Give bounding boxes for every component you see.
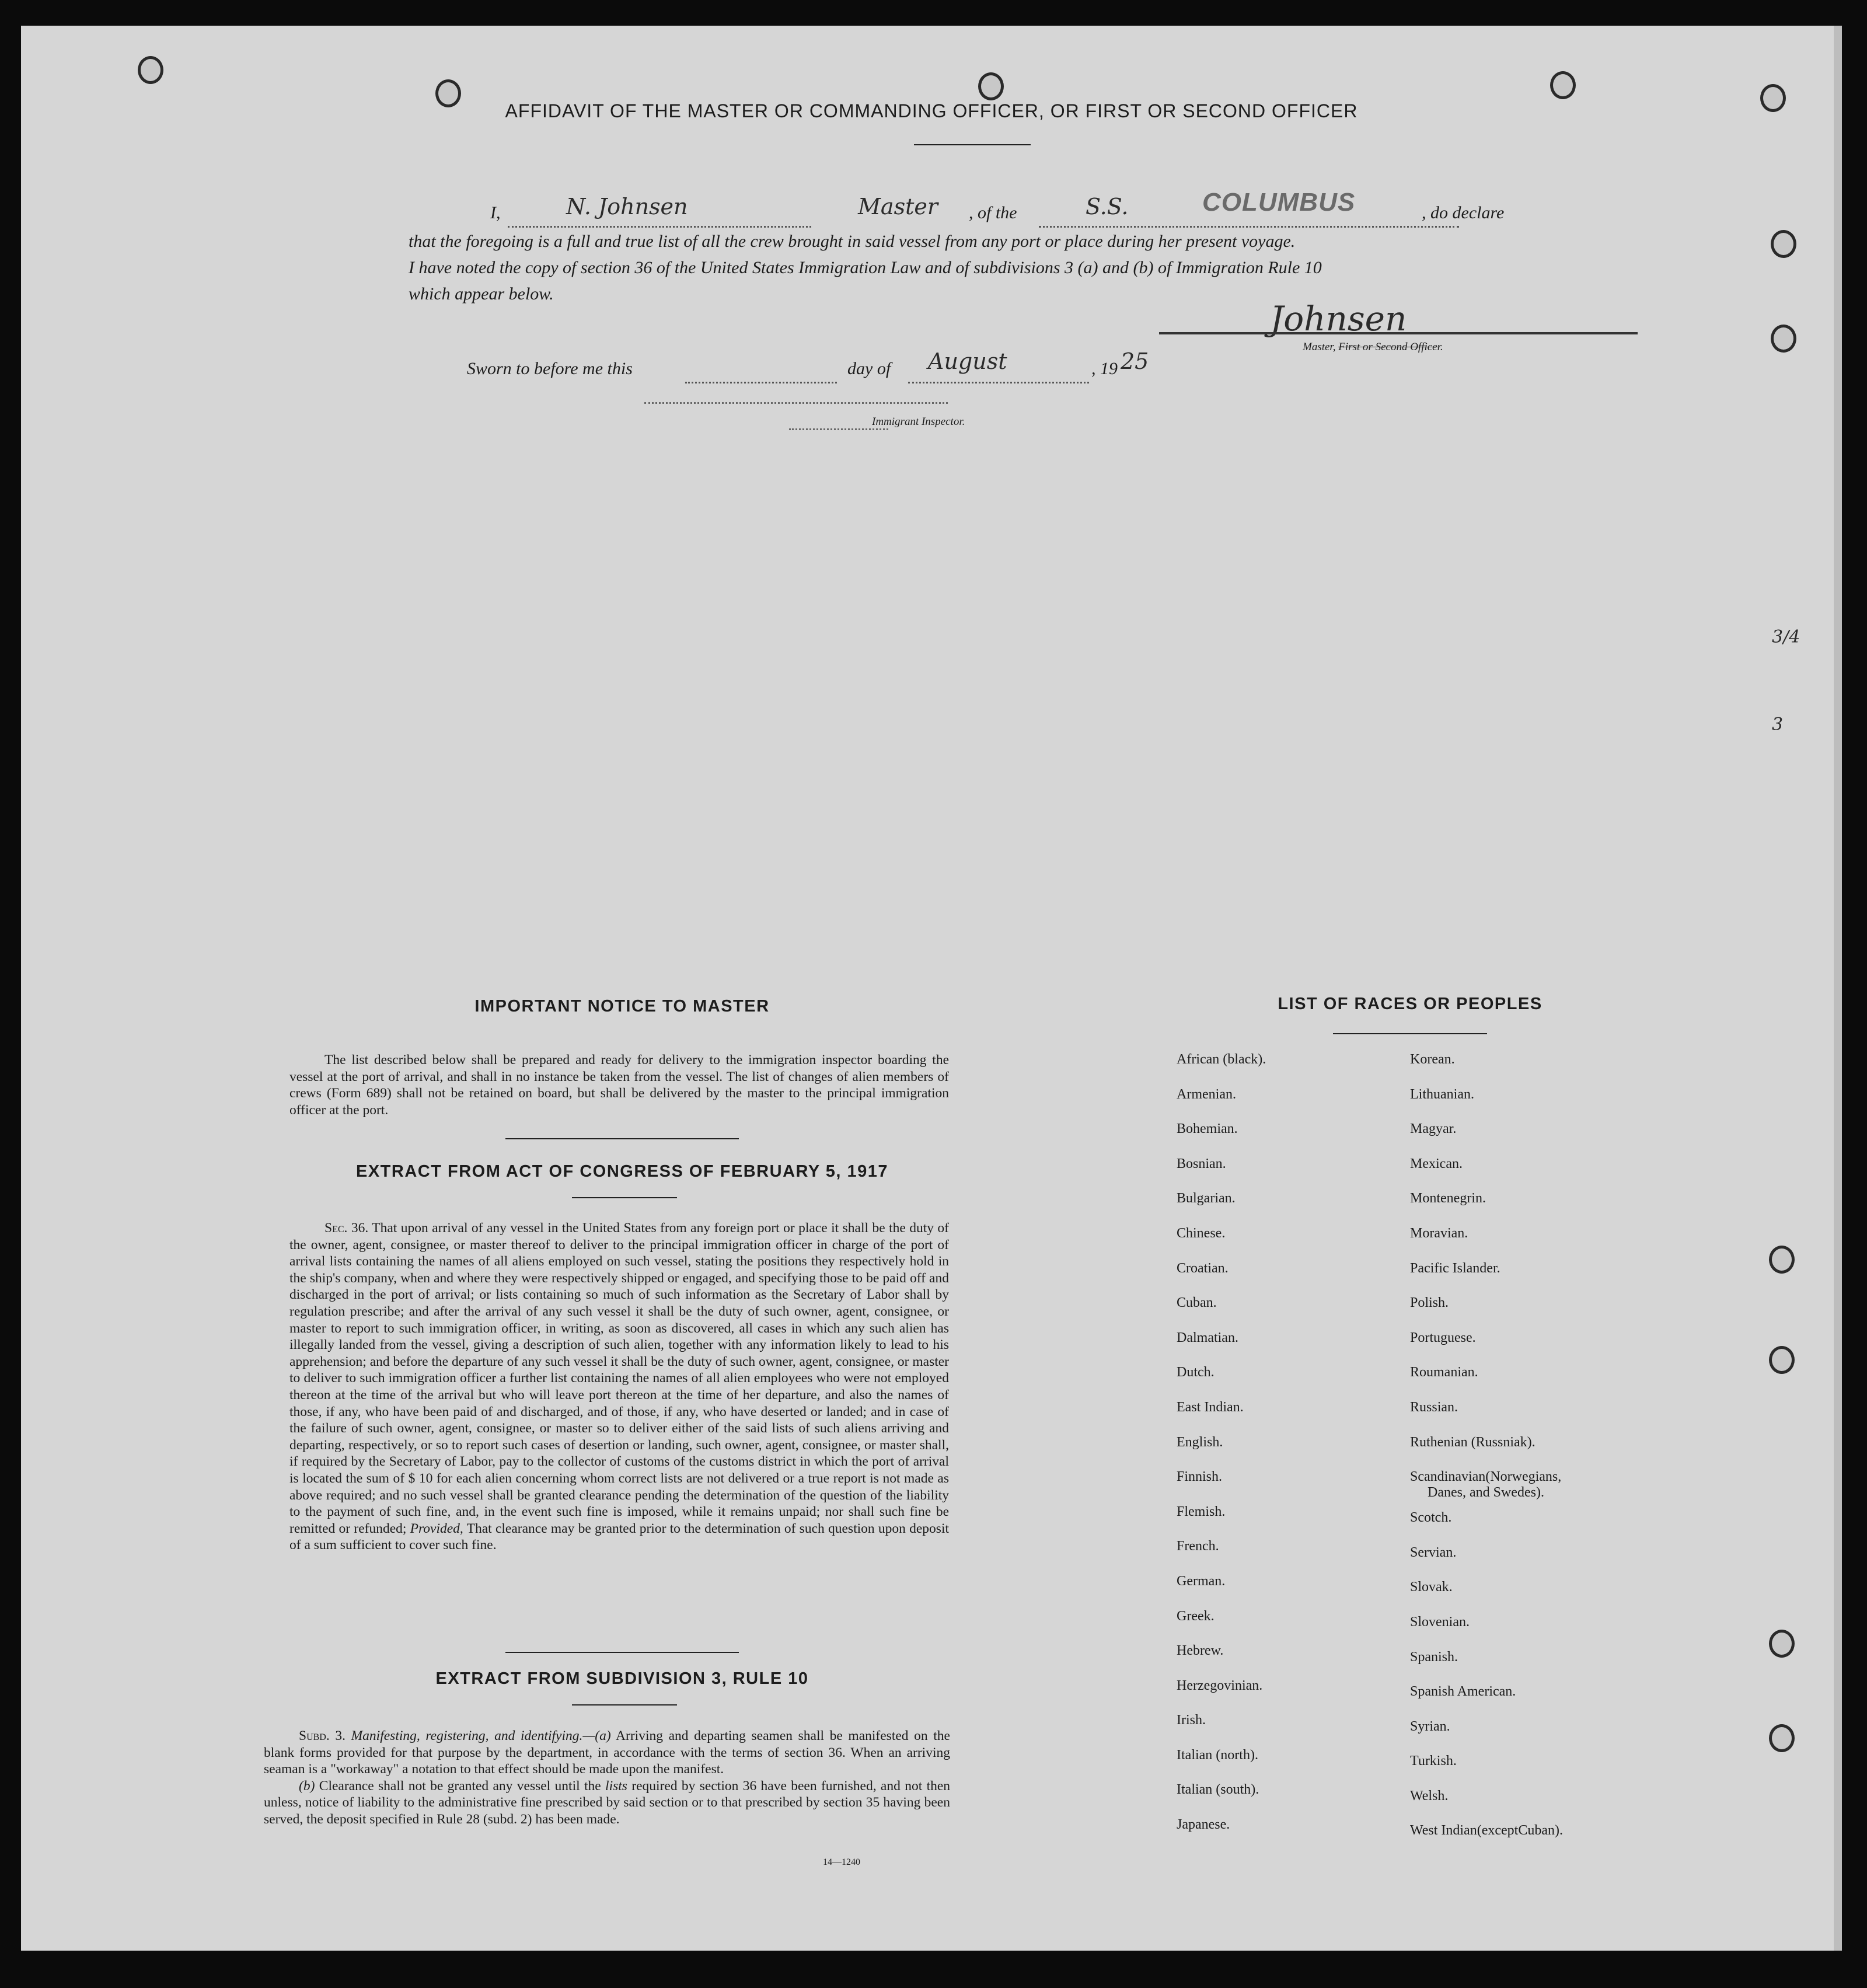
race-item: Italian (south).: [1177, 1782, 1259, 1798]
race-item: Flemish.: [1177, 1504, 1226, 1519]
inspector-caption: Immigrant Inspector.: [872, 416, 965, 428]
declaration-line-2: that the foregoing is a full and true list of all the crew brought in said vessel from any port or place during her present voyage.: [409, 232, 1296, 251]
race-item: Herzegovinian.: [1177, 1677, 1263, 1693]
race-item: Armenian.: [1177, 1086, 1236, 1102]
race-item: Hebrew.: [1177, 1643, 1224, 1659]
punch-hole-icon: [978, 72, 1004, 100]
races-column-1: [1177, 1052, 1266, 1852]
race-item: Montenegrin.: [1410, 1191, 1486, 1206]
race-item: Bosnian.: [1177, 1156, 1226, 1171]
race-item: Croatian.: [1177, 1260, 1229, 1276]
race-item: Scotch.: [1410, 1510, 1452, 1526]
race-item: Polish.: [1410, 1295, 1449, 1311]
form-number: 14—1240: [823, 1857, 860, 1867]
signature-caption: Master, First or Second Officer.: [1303, 341, 1443, 353]
rule-subdivision-3: Subd. 3. Manifesting, registering, and identifying.—(a) Arriving and departing seamen shall be manifested on the blank forms provided for that purpose by the department, in accordance with the terms of section 36. When an arriving seaman is a "workaway" a notation to that effect should be made upon the manifest. (b) Clearance shall not be granted any vessel until the lists required by section 36 have been furnished, and not then unless, notice of liability to the administrative fine prescribed by said section or to that prescribed by section 35 having been served, the deposit specified in Rule 28 (subd. 2) has been made.: [264, 1728, 951, 1827]
race-item: Spanish American.: [1410, 1684, 1516, 1700]
race-item: Spanish.: [1410, 1649, 1458, 1665]
inspector-signature-line: [644, 402, 948, 404]
punch-hole-icon: [138, 56, 163, 84]
punch-hole-icon: [1550, 71, 1576, 99]
race-item: Turkish.: [1410, 1753, 1457, 1769]
race-item: Ruthenian (Russniak).: [1410, 1434, 1536, 1450]
race-item: Finnish.: [1177, 1469, 1223, 1485]
day-of-label: day of: [847, 359, 891, 378]
race-item: Dutch.: [1177, 1365, 1215, 1380]
section-rule: [505, 1138, 739, 1139]
vessel-name-stamp: COLUMBUS: [1202, 188, 1356, 217]
race-item: Scandinavian(Norwegians, Danes, and Swedes).: [1410, 1469, 1562, 1501]
vessel-prefix-handwritten: S.S.: [1086, 194, 1129, 219]
race-item: Welsh.: [1410, 1788, 1449, 1804]
race-item: West Indian(exceptCuban).: [1410, 1823, 1563, 1839]
race-item: African (black).: [1177, 1052, 1266, 1067]
races-heading: LIST OF RACES OR PEOPLES: [1278, 995, 1543, 1013]
punch-hole-icon: [1769, 1346, 1795, 1374]
month-handwritten: August: [928, 348, 1007, 374]
race-item: Chinese.: [1177, 1225, 1226, 1241]
name-handwritten: N. Johnsen: [566, 194, 688, 219]
race-item: French.: [1177, 1539, 1219, 1554]
sworn-label: Sworn to before me this: [467, 359, 633, 378]
act-section-36: Sec. 36. That upon arrival of any vessel in the United States from any foreign port or place it shall be the duty of the owner, agent, consignee, or master thereof to deliver to the principal immigration officer in charge of the port of arrival lists containing the names of all aliens employed on such vessel, stating the positions they respectively hold in the ship's company, when and where they were respectively shipped or engaged, and specifying those to be paid off and discharged in the port of arrival; or lists containing so much of such information as the Secretary of Labor shall by regulation prescribe; and after the arrival of any such vessel it shall be the duty of such owner, agent, consignee, or master to report to such immigration officer, in writing, as soon as discovered, all cases in which any such alien has illegally landed from the vessel, giving a description of such alien, together with any information likely to lead to his apprehension; and before the departure of any such vessel it shall be the duty of such owner, agent, consignee, or master to deliver to such immigration officer a further list containing the names of all alien employees who were not employed thereon at the time of the arrival but who will leave port thereon at the time of her departure, and also the names of those, if any, who have been paid of and discharged, and of those, if any, who have deserted or landed; and in case of the failure of such owner, agent, consignee, or master so to deliver either of the said lists of such aliens arriving and departing, respectively, or so to report such cases of desertion or landing, such owner, agent, consignee, or master shall, if required by the Secretary of Labor, pay to the collector of customs of the customs district in which the port of arrival is located the sum of $ 10 for each alien concerning whom correct lists are not delivered or a true report is not made as above required; and no such vessel shall be granted clearance pending the determination of the question of the liability to the payment of such fine, and, in the event such fine is imposed, while it remains unpaid; nor shall such fine be remitted or refunded; Provided, That clearance may be granted prior to the determination of such question upon deposit of a sum sufficient to cover such fine.: [289, 1220, 950, 1553]
race-item: Syrian.: [1410, 1718, 1450, 1734]
race-item: Cuban.: [1177, 1295, 1217, 1311]
declaration-line-4: which appear below.: [409, 284, 554, 304]
race-item: Magyar.: [1410, 1121, 1457, 1137]
rank-handwritten: Master: [858, 194, 938, 219]
race-item: German.: [1177, 1573, 1226, 1589]
race-item: Moravian.: [1410, 1225, 1468, 1241]
margin-mark: 3/4: [1772, 627, 1800, 647]
race-item: Korean.: [1410, 1052, 1455, 1067]
act-heading: EXTRACT FROM ACT OF CONGRESS OF FEBRUARY 5, 1917: [355, 1162, 889, 1181]
races-heading-rule: [1333, 1033, 1487, 1034]
race-item: Bohemian.: [1177, 1121, 1238, 1137]
race-item: Japanese.: [1177, 1817, 1230, 1833]
race-item: Russian.: [1410, 1399, 1458, 1415]
race-item: Greek.: [1177, 1608, 1215, 1624]
race-item: Mexican.: [1410, 1156, 1463, 1171]
race-item: Irish.: [1177, 1713, 1206, 1728]
declaration-line-3: I have noted the copy of section 36 of the United States Immigration Law and of subdivisions 3 (a) and (b) of Immigration Rule 10: [409, 258, 1322, 277]
race-item: Italian (north).: [1177, 1747, 1258, 1763]
race-item: East Indian.: [1177, 1399, 1244, 1415]
year-printed: , 19: [1091, 359, 1118, 378]
punch-hole-icon: [1769, 1724, 1795, 1752]
punch-hole-icon: [1771, 325, 1796, 353]
inspector-dotted-lead: [789, 428, 888, 430]
race-item: Bulgarian.: [1177, 1191, 1236, 1206]
master-signature: Johnsen: [1270, 299, 1407, 339]
document-page: [21, 26, 1842, 1951]
notice-text: The list described below shall be prepared and ready for delivery to the immigration inspector boarding the vessel at the port of arrival, and shall in no instance be taken from the vessel. The list of changes of alien members of crews (Form 689) shall not be retained on board, but shall be delivered by the master to the principal immigration officer at the port.: [289, 1052, 949, 1118]
year-handwritten: 25: [1121, 348, 1149, 374]
section-rule: [505, 1652, 739, 1653]
race-item: Lithuanian.: [1410, 1086, 1474, 1102]
punch-hole-icon: [1769, 1630, 1795, 1658]
page-edge: [1834, 26, 1842, 1951]
notice-heading: IMPORTANT NOTICE TO MASTER: [474, 997, 770, 1016]
title-rule: [914, 144, 1031, 145]
race-item: Slovak.: [1410, 1579, 1453, 1595]
rule-heading-rule: [572, 1704, 677, 1706]
race-item: Portuguese.: [1410, 1330, 1476, 1345]
race-item: Slovenian.: [1410, 1614, 1470, 1630]
of-the-label: , of the: [969, 203, 1017, 222]
race-item: Roumanian.: [1410, 1365, 1478, 1380]
do-declare-label: , do declare: [1422, 203, 1505, 222]
race-item: English.: [1177, 1434, 1223, 1450]
act-heading-rule: [572, 1197, 677, 1198]
races-column-2: [1410, 1052, 1563, 1858]
rule-heading: EXTRACT FROM SUBDIVISION 3, RULE 10: [435, 1669, 809, 1688]
day-field: [685, 355, 837, 383]
signature-rule: [1159, 332, 1638, 334]
race-item: Pacific Islander.: [1410, 1260, 1500, 1276]
punch-hole-icon: [1771, 230, 1796, 258]
affidavit-title: AFFIDAVIT OF THE MASTER OR COMMANDING OFFICER, OR FIRST OR SECOND OFFICER: [505, 100, 1358, 121]
i-label: I,: [490, 203, 501, 222]
punch-hole-icon: [1769, 1246, 1795, 1274]
race-item: Dalmatian.: [1177, 1330, 1238, 1345]
margin-mark: 3: [1772, 714, 1784, 735]
sworn-line: [467, 348, 1226, 382]
race-item: Servian.: [1410, 1544, 1457, 1560]
